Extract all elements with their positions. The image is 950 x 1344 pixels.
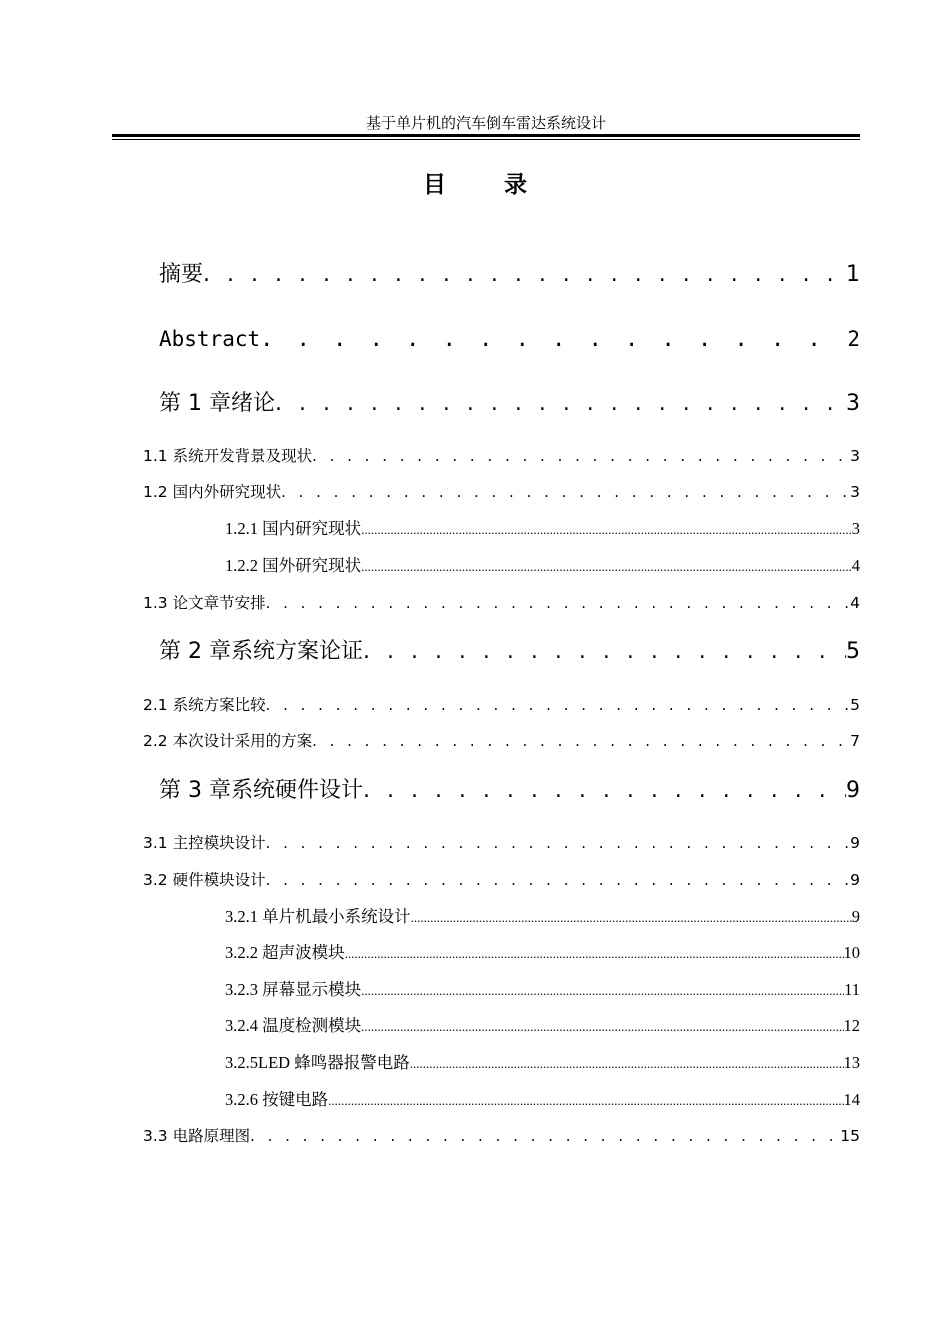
toc-entry-page: 9 <box>851 907 860 926</box>
toc-entry-label: 第 2 章系统方案论证 <box>159 639 363 664</box>
dot-leader <box>312 444 850 468</box>
dot-leader <box>361 555 852 579</box>
toc-title: 目录 <box>423 172 585 198</box>
toc-entry-page: 10 <box>843 943 860 962</box>
dot-leader <box>361 1015 843 1039</box>
dot-leader <box>328 1089 843 1113</box>
toc-entry-label: 第 1 章绪论 <box>159 391 275 416</box>
toc-entry-label: Abstract <box>159 327 261 351</box>
dot-leader <box>275 388 846 420</box>
dot-leader <box>312 729 850 753</box>
toc-entry-section-1-2[interactable] <box>143 480 860 504</box>
toc-entry-label: 1.1 系统开发背景及现状 <box>143 447 313 465</box>
toc-entry-abstract-en[interactable] <box>159 323 860 355</box>
toc-entry-page: 4 <box>850 594 860 612</box>
toc-entry-page: 1 <box>846 262 860 287</box>
dot-leader <box>250 1124 840 1148</box>
toc-entry-label: 第 3 章系统硬件设计 <box>159 778 363 803</box>
toc-entry-label: 摘要 <box>159 262 204 287</box>
toc-entry-subsection-3-2-1[interactable] <box>225 905 860 929</box>
toc-entry-section-2-1[interactable] <box>143 693 860 717</box>
dot-leader <box>411 906 852 930</box>
toc-entry-label: 1.2.1 国内研究现状 <box>225 519 362 538</box>
dot-leader <box>361 979 844 1003</box>
toc-entry-abstract-cn[interactable] <box>159 259 860 291</box>
toc-entry-label: 3.2.3 屏幕显示模块 <box>225 980 362 999</box>
toc-entry-subsection-3-2-2[interactable] <box>225 941 860 965</box>
toc-entry-page: 3 <box>850 483 860 501</box>
toc-entry-label: 3.2.1 单片机最小系统设计 <box>225 907 411 926</box>
dot-leader <box>203 259 846 291</box>
header-rule-thin <box>112 139 860 140</box>
toc-entry-subsection-3-2-3[interactable] <box>225 978 860 1002</box>
toc-entry-label: 3.2.5LED 蜂鸣器报警电路 <box>225 1053 410 1072</box>
toc-entry-label: 3.2.2 超声波模块 <box>225 943 345 962</box>
toc-entry-subsection-1-2-1[interactable] <box>225 517 860 541</box>
toc-entry-page: 11 <box>844 980 860 999</box>
toc-entry-page: 5 <box>850 696 860 714</box>
toc-entry-chapter-2[interactable] <box>159 636 860 668</box>
toc-entry-page: 2 <box>847 327 860 351</box>
toc-entry-subsection-3-2-4[interactable] <box>225 1014 860 1038</box>
toc-entry-subsection-1-2-2[interactable] <box>225 554 860 578</box>
toc-entry-label: 3.3 电路原理图 <box>143 1127 251 1145</box>
toc-entry-chapter-1[interactable] <box>159 388 860 420</box>
toc-entry-page: 3 <box>850 447 860 465</box>
toc-entry-page: 7 <box>850 732 860 750</box>
dot-leader <box>363 775 846 807</box>
dot-leader <box>266 693 851 717</box>
running-header: 基于单片机的汽车倒车雷达系统设计 <box>365 114 606 132</box>
dot-leader <box>260 324 847 356</box>
toc-entry-section-1-1[interactable] <box>143 444 860 468</box>
toc-entry-section-1-3[interactable] <box>143 591 860 615</box>
toc-entry-label: 3.1 主控模块设计 <box>143 834 266 852</box>
dot-leader <box>266 868 851 892</box>
toc-entry-chapter-3[interactable] <box>159 775 860 807</box>
toc-entry-section-3-1[interactable] <box>143 831 860 855</box>
toc-entry-label: 1.2.2 国外研究现状 <box>225 556 362 575</box>
toc-entry-label: 2.2 本次设计采用的方案 <box>143 732 313 750</box>
toc-entry-section-2-2[interactable] <box>143 729 860 753</box>
toc-entry-label: 3.2 硬件模块设计 <box>143 871 266 889</box>
toc-entry-page: 9 <box>850 834 860 852</box>
toc-entry-label: 1.3 论文章节安排 <box>143 594 266 612</box>
dot-leader <box>363 636 846 668</box>
toc-entry-section-3-2[interactable] <box>143 868 860 892</box>
header-rule-thick <box>112 134 860 137</box>
toc-entry-label: 3.2.6 按键电路 <box>225 1090 329 1109</box>
toc-entry-page: 14 <box>843 1090 860 1109</box>
toc-entry-page: 9 <box>846 778 860 803</box>
toc-entry-label: 2.1 系统方案比较 <box>143 696 266 714</box>
toc-entry-subsection-3-2-5[interactable] <box>225 1051 860 1075</box>
toc-entry-page: 9 <box>850 871 860 889</box>
toc-entry-page: 3 <box>851 519 860 538</box>
toc-entry-subsection-3-2-6[interactable] <box>225 1088 860 1112</box>
toc-entry-page: 15 <box>840 1127 860 1145</box>
toc-entry-label: 1.2 国内外研究现状 <box>143 483 282 501</box>
dot-leader <box>410 1052 844 1076</box>
toc-entry-page: 3 <box>846 391 860 416</box>
dot-leader <box>266 831 851 855</box>
dot-leader <box>266 591 851 615</box>
toc-entry-page: 12 <box>843 1016 860 1035</box>
toc-entry-section-3-3[interactable] <box>143 1124 860 1148</box>
dot-leader <box>281 480 850 504</box>
dot-leader <box>345 942 844 966</box>
toc-entry-page: 4 <box>851 556 860 575</box>
toc-entry-label: 3.2.4 温度检测模块 <box>225 1016 362 1035</box>
toc-entry-page: 5 <box>846 639 860 664</box>
dot-leader <box>361 518 852 542</box>
toc-entry-page: 13 <box>843 1053 860 1072</box>
